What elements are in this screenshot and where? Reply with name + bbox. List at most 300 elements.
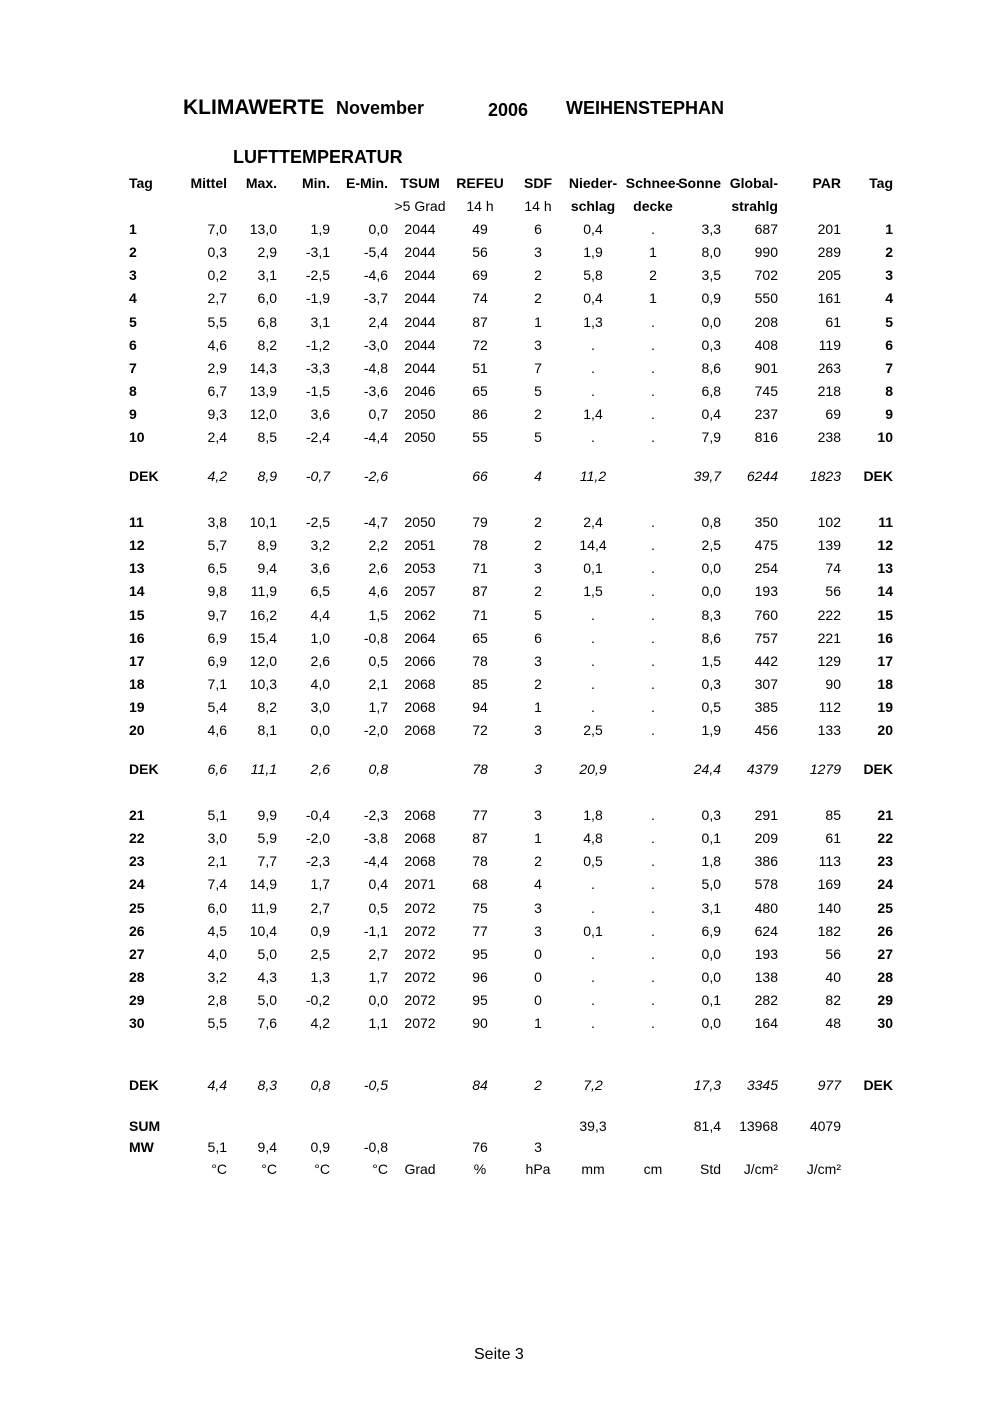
day-tag: 29 (129, 992, 145, 1008)
day-mittel: 0,3 (207, 244, 227, 260)
day-tsum: 2044 (404, 290, 436, 306)
day-sdf: 2 (534, 514, 542, 530)
day-niederschlag: . (591, 360, 595, 376)
day-globalstrahlung: 990 (754, 244, 778, 260)
dek-globalstrahlung: 6244 (746, 468, 778, 484)
day-sdf: 7 (534, 360, 542, 376)
day-max: 8,9 (257, 537, 277, 553)
day-par: 289 (817, 244, 841, 260)
day-emin: -3,8 (363, 830, 388, 846)
day-sonne: 1,5 (701, 653, 721, 669)
day-sdf: 2 (534, 406, 542, 422)
day-sdf: 3 (534, 900, 542, 916)
day-sonne: 0,0 (701, 583, 721, 599)
day-min: 4,2 (310, 1015, 330, 1031)
day-niederschlag: 1,5 (583, 583, 603, 599)
day-par: 201 (817, 221, 841, 237)
day-tsum: 2062 (404, 607, 436, 623)
hdr1-min: Min. (302, 175, 330, 191)
day-refeu: 68 (472, 876, 488, 892)
day-max: 12,0 (249, 406, 277, 422)
day-schneedecke: . (651, 560, 655, 576)
dek-par: 1279 (809, 761, 841, 777)
day-par: 90 (825, 676, 841, 692)
day-globalstrahlung: 550 (754, 290, 778, 306)
day-emin: -3,6 (363, 383, 388, 399)
day-globalstrahlung: 757 (754, 630, 778, 646)
dek-refeu: 66 (472, 468, 488, 484)
day-schneedecke: . (651, 583, 655, 599)
day-sonne: 3,5 (701, 267, 721, 283)
day-tsum: 2044 (404, 221, 436, 237)
day-niederschlag: 4,8 (583, 830, 603, 846)
day-tsum: 2044 (404, 244, 436, 260)
day-mittel: 6,9 (207, 653, 227, 669)
day-mittel: 5,5 (207, 1015, 227, 1031)
day-max: 7,6 (257, 1015, 277, 1031)
dek-niederschlag: 20,9 (579, 761, 607, 777)
day-globalstrahlung: 901 (754, 360, 778, 376)
day-min: 1,9 (310, 221, 330, 237)
day-mittel: 5,1 (207, 807, 227, 823)
day-sdf: 0 (534, 969, 542, 985)
day-globalstrahlung: 350 (754, 514, 778, 530)
day-max: 4,3 (257, 969, 277, 985)
sum-par: 4079 (809, 1118, 841, 1134)
day-tag-right: 26 (877, 923, 893, 939)
day-niederschlag: . (591, 383, 595, 399)
day-par: 218 (817, 383, 841, 399)
day-par: 238 (817, 429, 841, 445)
dek-par: 977 (817, 1077, 841, 1093)
dek-sdf: 2 (534, 1077, 542, 1093)
dek-mittel: 6,6 (207, 761, 227, 777)
day-emin: 0,5 (368, 653, 388, 669)
day-max: 9,4 (257, 560, 277, 576)
day-sonne: 0,0 (701, 1015, 721, 1031)
day-sdf: 1 (534, 314, 542, 330)
day-sonne: 3,1 (701, 900, 721, 916)
day-schneedecke: . (651, 1015, 655, 1031)
day-tsum: 2068 (404, 807, 436, 823)
day-max: 8,2 (257, 337, 277, 353)
day-tag: 2 (129, 244, 137, 260)
day-min: 3,6 (310, 560, 330, 576)
hdr1-globalstrahlung: Global- (729, 175, 778, 191)
day-refeu: 55 (472, 429, 488, 445)
sum-sonne: 81,4 (693, 1118, 721, 1134)
day-max: 5,0 (257, 946, 277, 962)
day-globalstrahlung: 164 (754, 1015, 778, 1031)
day-max: 13,0 (249, 221, 277, 237)
hdr2-sdf: 14 h (524, 198, 552, 214)
day-par: 112 (818, 699, 841, 715)
day-sonne: 0,5 (701, 699, 721, 715)
day-globalstrahlung: 291 (754, 807, 778, 823)
title-main: KLIMAWERTE (183, 96, 325, 119)
day-min: 2,6 (310, 653, 330, 669)
day-sonne: 0,3 (701, 676, 721, 692)
day-par: 139 (817, 537, 841, 553)
day-tag-right: 6 (885, 337, 893, 353)
units-emin: °C (372, 1161, 388, 1177)
day-min: -3,3 (305, 360, 330, 376)
day-max: 12,0 (249, 653, 277, 669)
day-refeu: 72 (472, 337, 488, 353)
day-max: 6,8 (257, 314, 277, 330)
day-mittel: 5,5 (207, 314, 227, 330)
day-tag-right: 24 (877, 876, 893, 892)
day-niederschlag: . (591, 676, 595, 692)
day-globalstrahlung: 456 (754, 722, 778, 738)
hdr2-niederschlag: schlag (570, 198, 616, 214)
day-schneedecke: . (651, 360, 655, 376)
hdr2-refeu: 14 h (466, 198, 494, 214)
day-sonne: 5,0 (701, 876, 721, 892)
day-tag: 30 (129, 1015, 145, 1031)
day-globalstrahlung: 702 (754, 267, 778, 283)
dek-emin: -0,5 (363, 1077, 388, 1093)
day-tag-right: 23 (877, 853, 893, 869)
day-min: 3,0 (310, 699, 330, 715)
day-tag-right: 28 (877, 969, 893, 985)
day-min: -0,4 (305, 807, 330, 823)
day-emin: 2,4 (368, 314, 388, 330)
hdr1-par: PAR (812, 175, 841, 191)
day-sonne: 0,0 (701, 946, 721, 962)
day-sonne: 8,6 (701, 360, 721, 376)
units-tsum: Grad (404, 1161, 436, 1177)
day-tag-right: 17 (877, 653, 893, 669)
day-max: 2,9 (257, 244, 277, 260)
day-schneedecke: . (651, 607, 655, 623)
units-sonne: Std (699, 1161, 721, 1177)
day-tag: 8 (129, 383, 137, 399)
day-schneedecke: . (651, 699, 655, 715)
day-sdf: 1 (534, 830, 542, 846)
sum-sdf: 3 (534, 1139, 542, 1155)
day-globalstrahlung: 442 (754, 653, 778, 669)
day-schneedecke: . (651, 383, 655, 399)
day-emin: -4,6 (363, 267, 388, 283)
day-sdf: 2 (534, 676, 542, 692)
day-emin: 1,7 (368, 699, 388, 715)
dek-sonne: 39,7 (693, 468, 721, 484)
day-schneedecke: . (651, 807, 655, 823)
hdr1-mittel: Mittel (190, 175, 227, 191)
day-mittel: 6,0 (207, 900, 227, 916)
day-tag-right: 9 (885, 406, 893, 422)
day-par: 263 (817, 360, 841, 376)
day-tag: 5 (129, 314, 137, 330)
day-schneedecke: 1 (649, 244, 657, 260)
day-tsum: 2046 (404, 383, 436, 399)
day-emin: 1,1 (368, 1015, 388, 1031)
dek-mittel: 4,2 (207, 468, 227, 484)
day-sdf: 0 (534, 992, 542, 1008)
day-tsum: 2068 (404, 853, 436, 869)
day-niederschlag: 0,4 (583, 290, 603, 306)
dek-sdf: 4 (534, 468, 542, 484)
sum-tag: MW (129, 1139, 154, 1155)
day-emin: 0,0 (368, 221, 388, 237)
day-mittel: 4,0 (207, 946, 227, 962)
day-tag-right: 30 (877, 1015, 893, 1031)
units-sdf: hPa (525, 1161, 551, 1177)
day-mittel: 7,0 (207, 221, 227, 237)
sum-max: 9,4 (257, 1139, 277, 1155)
day-refeu: 87 (472, 830, 488, 846)
day-globalstrahlung: 745 (754, 383, 778, 399)
day-emin: -3,0 (363, 337, 388, 353)
day-par: 85 (825, 807, 841, 823)
day-min: 0,0 (310, 722, 330, 738)
day-tag: 22 (129, 830, 145, 846)
day-par: 48 (825, 1015, 841, 1031)
day-tag-right: 5 (885, 314, 893, 330)
day-refeu: 65 (472, 630, 488, 646)
day-par: 61 (825, 314, 841, 330)
day-max: 13,9 (249, 383, 277, 399)
dek-tag-right: DEK (863, 761, 893, 777)
hdr1-max: Max. (245, 175, 277, 191)
day-tag-right: 18 (877, 676, 893, 692)
day-min: 4,4 (310, 607, 330, 623)
day-min: 2,5 (310, 946, 330, 962)
day-emin: 0,4 (368, 876, 388, 892)
day-min: 2,7 (310, 900, 330, 916)
day-max: 14,3 (249, 360, 277, 376)
day-globalstrahlung: 282 (754, 992, 778, 1008)
day-schneedecke: . (651, 514, 655, 530)
day-tsum: 2072 (404, 900, 436, 916)
dek-par: 1823 (809, 468, 841, 484)
day-tsum: 2050 (404, 406, 436, 422)
units-min: °C (314, 1161, 330, 1177)
day-par: 40 (825, 969, 841, 985)
day-sonne: 0,0 (701, 314, 721, 330)
day-refeu: 77 (472, 923, 488, 939)
day-tsum: 2071 (404, 876, 436, 892)
day-sdf: 0 (534, 946, 542, 962)
day-refeu: 78 (472, 537, 488, 553)
day-emin: 0,5 (368, 900, 388, 916)
dek-max: 8,3 (257, 1077, 277, 1093)
day-tag: 9 (129, 406, 137, 422)
day-max: 8,2 (257, 699, 277, 715)
dek-max: 11,1 (250, 761, 277, 777)
day-globalstrahlung: 138 (754, 969, 778, 985)
day-tsum: 2068 (404, 722, 436, 738)
day-emin: -4,4 (363, 853, 388, 869)
day-tsum: 2068 (404, 699, 436, 715)
day-sdf: 2 (534, 537, 542, 553)
day-tag: 16 (129, 630, 145, 646)
day-niederschlag: 5,8 (583, 267, 603, 283)
day-mittel: 6,9 (207, 630, 227, 646)
day-tag-right: 8 (885, 383, 893, 399)
day-sdf: 4 (534, 876, 542, 892)
day-par: 133 (817, 722, 841, 738)
day-tsum: 2044 (404, 314, 436, 330)
day-max: 5,9 (257, 830, 277, 846)
day-sonne: 8,3 (701, 607, 721, 623)
day-sonne: 0,4 (701, 406, 721, 422)
day-mittel: 3,8 (207, 514, 227, 530)
day-tag-right: 27 (877, 946, 893, 962)
day-tag: 27 (129, 946, 145, 962)
day-sdf: 3 (534, 337, 542, 353)
day-sdf: 6 (534, 630, 542, 646)
day-mittel: 5,7 (207, 537, 227, 553)
units-globalstrahlung: J/cm² (743, 1161, 778, 1177)
day-sdf: 2 (534, 583, 542, 599)
hdr2-schneedecke: decke (633, 198, 673, 214)
day-mittel: 2,9 (207, 360, 227, 376)
day-par: 69 (825, 406, 841, 422)
day-refeu: 87 (472, 314, 488, 330)
day-sonne: 0,9 (701, 290, 721, 306)
day-tag-right: 7 (885, 360, 893, 376)
day-tag-right: 1 (885, 221, 893, 237)
day-tag: 19 (129, 699, 145, 715)
day-globalstrahlung: 193 (754, 946, 778, 962)
day-niederschlag: . (591, 876, 595, 892)
day-sonne: 1,8 (701, 853, 721, 869)
day-globalstrahlung: 578 (754, 876, 778, 892)
day-tsum: 2068 (404, 830, 436, 846)
day-mittel: 9,8 (207, 583, 227, 599)
day-min: 3,1 (310, 314, 330, 330)
day-niederschlag: . (591, 653, 595, 669)
day-niederschlag: . (591, 900, 595, 916)
day-schneedecke: . (651, 314, 655, 330)
day-max: 11,9 (250, 900, 277, 916)
day-sonne: 8,6 (701, 630, 721, 646)
day-niederschlag: 14,4 (579, 537, 607, 553)
day-tag: 12 (129, 537, 145, 553)
day-max: 6,0 (257, 290, 277, 306)
day-refeu: 72 (472, 722, 488, 738)
day-mittel: 9,3 (207, 406, 227, 422)
day-globalstrahlung: 237 (754, 406, 778, 422)
day-min: 4,0 (310, 676, 330, 692)
day-par: 102 (817, 514, 841, 530)
day-niederschlag: 0,1 (583, 923, 603, 939)
sum-globalstrahlung: 13968 (739, 1118, 778, 1134)
day-niederschlag: . (591, 337, 595, 353)
day-tag-right: 15 (877, 607, 893, 623)
day-par: 161 (817, 290, 841, 306)
day-refeu: 49 (472, 221, 488, 237)
dek-sdf: 3 (534, 761, 542, 777)
day-tag: 6 (129, 337, 137, 353)
hdr2-globalstrahlung: strahlg (731, 198, 778, 214)
dek-globalstrahlung: 3345 (746, 1077, 778, 1093)
day-tag-right: 25 (877, 900, 893, 916)
dek-niederschlag: 11,2 (579, 468, 607, 484)
day-tag: 20 (129, 722, 145, 738)
day-emin: -4,8 (363, 360, 388, 376)
day-sonne: 2,5 (701, 537, 721, 553)
day-schneedecke: . (651, 969, 655, 985)
dek-niederschlag: 7,2 (583, 1077, 603, 1093)
sum-mittel: 5,1 (207, 1139, 227, 1155)
day-sdf: 5 (534, 383, 542, 399)
day-tag: 13 (129, 560, 145, 576)
day-min: -2,0 (305, 830, 330, 846)
day-tsum: 2072 (404, 1015, 436, 1031)
day-niederschlag: . (591, 992, 595, 1008)
day-schneedecke: . (651, 406, 655, 422)
day-min: -2,5 (305, 514, 330, 530)
day-par: 113 (818, 853, 841, 869)
day-niederschlag: 1,8 (583, 807, 603, 823)
day-min: -2,4 (305, 429, 330, 445)
day-globalstrahlung: 307 (754, 676, 778, 692)
day-tag: 17 (129, 653, 145, 669)
day-schneedecke: . (651, 830, 655, 846)
day-tag: 11 (129, 514, 144, 530)
day-tsum: 2064 (404, 630, 436, 646)
day-min: -1,9 (305, 290, 330, 306)
day-schneedecke: . (651, 429, 655, 445)
day-tag-right: 22 (877, 830, 893, 846)
day-tsum: 2072 (404, 992, 436, 1008)
hdr1-refeu: REFEU (456, 175, 504, 191)
day-schneedecke: . (651, 946, 655, 962)
dek-globalstrahlung: 4379 (746, 761, 778, 777)
dek-emin: -2,6 (363, 468, 388, 484)
day-tag: 26 (129, 923, 145, 939)
title-month: November (336, 98, 425, 118)
day-niederschlag: 2,4 (583, 514, 603, 530)
day-mittel: 4,6 (207, 722, 227, 738)
day-tag-right: 10 (877, 429, 893, 445)
day-refeu: 78 (472, 653, 488, 669)
day-min: -1,2 (305, 337, 330, 353)
day-tag-right: 4 (885, 290, 893, 306)
day-refeu: 90 (472, 1015, 488, 1031)
day-niederschlag: . (591, 969, 595, 985)
day-min: 3,6 (310, 406, 330, 422)
day-mittel: 4,5 (207, 923, 227, 939)
day-max: 8,5 (257, 429, 277, 445)
hdr1-niederschlag: Nieder- (568, 175, 618, 191)
day-sonne: 0,8 (701, 514, 721, 530)
day-schneedecke: . (651, 992, 655, 1008)
day-schneedecke: . (651, 537, 655, 553)
day-niederschlag: . (591, 607, 595, 623)
day-tag-right: 2 (885, 244, 893, 260)
day-refeu: 96 (472, 969, 488, 985)
day-schneedecke: . (651, 337, 655, 353)
title-station: WEIHENSTEPHAN (566, 98, 725, 118)
day-sdf: 5 (534, 607, 542, 623)
day-mittel: 2,7 (207, 290, 227, 306)
day-max: 5,0 (257, 992, 277, 1008)
sum-emin: -0,8 (363, 1139, 388, 1155)
day-sdf: 2 (534, 853, 542, 869)
hdr1-schneedecke: Schnee- (625, 175, 681, 191)
day-tag-right: 12 (877, 537, 893, 553)
day-emin: -3,7 (363, 290, 388, 306)
day-sdf: 3 (534, 653, 542, 669)
day-emin: -4,4 (363, 429, 388, 445)
dek-tag: DEK (129, 1077, 159, 1093)
day-max: 3,1 (257, 267, 277, 283)
day-par: 56 (825, 583, 841, 599)
